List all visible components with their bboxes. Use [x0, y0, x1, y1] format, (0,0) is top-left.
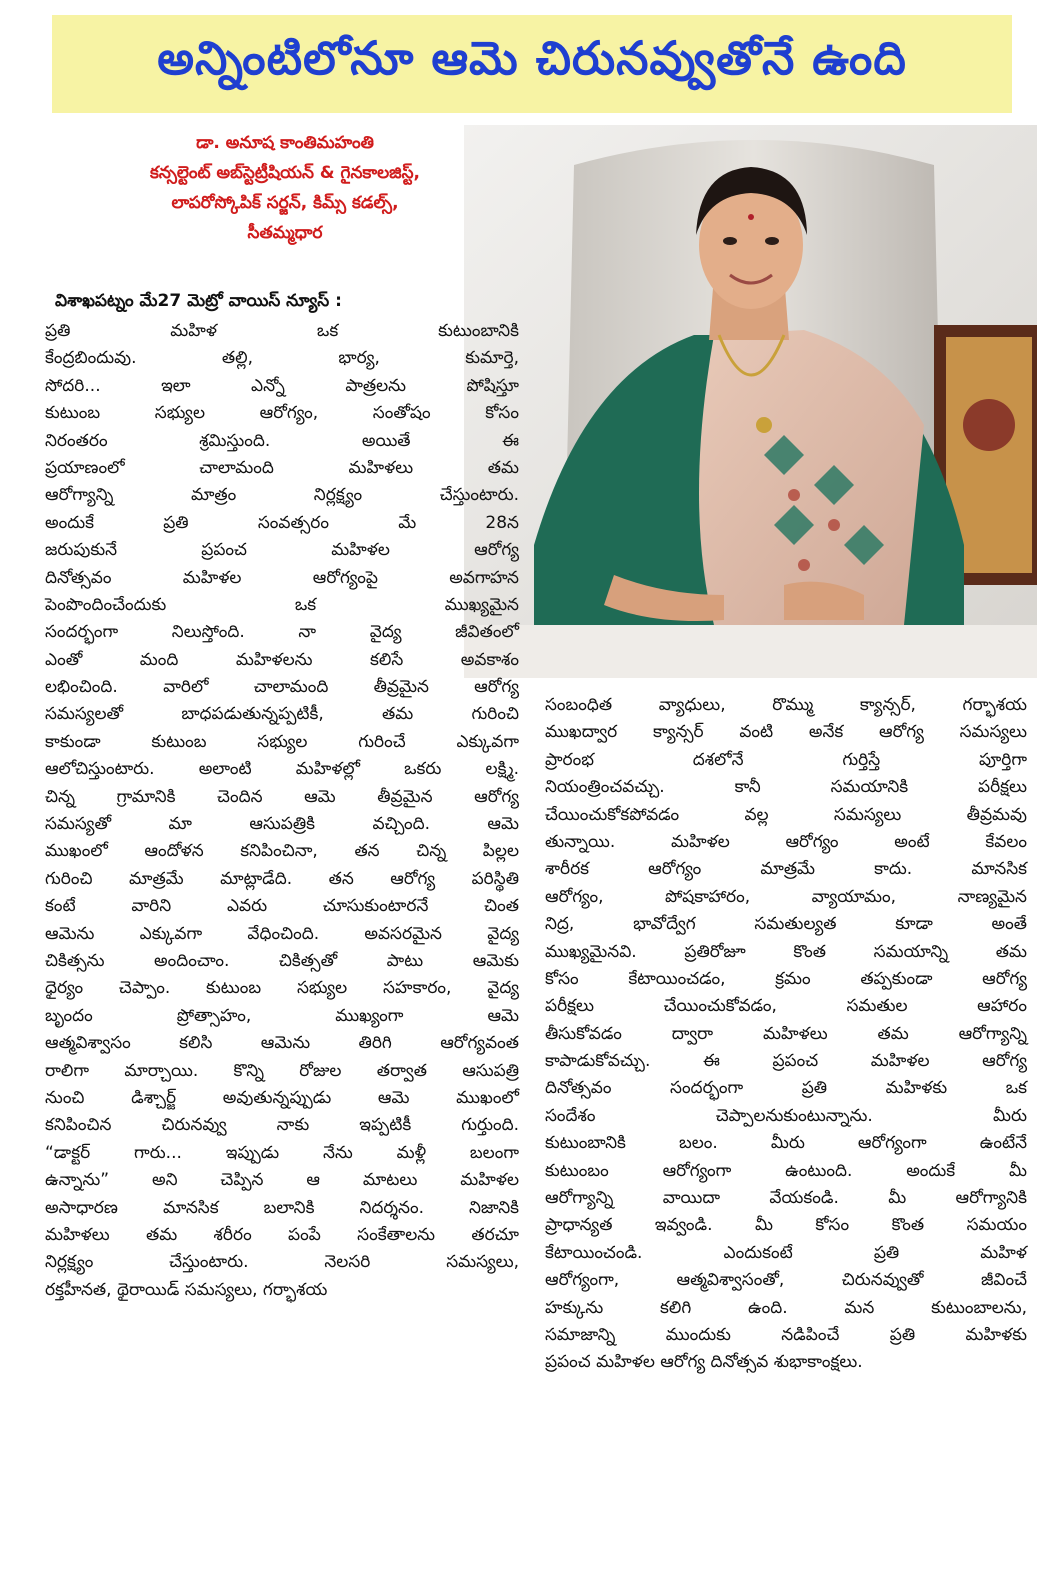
author-location: సీతమ్మధార	[247, 223, 323, 243]
article-line: రాలిగా మార్చాయి. కొన్ని రోజుల తర్వాత ఆసుపత్రి	[45, 1060, 519, 1081]
article-line: చికిత్సను అందించాం. చికిత్సతో పాటు ఆమెకు	[45, 950, 519, 971]
article-left-column	[45, 318, 519, 1304]
article-line: కాపాడుకోవచ్చు. ఈ ప్రపంచ మహిళల ఆరోగ్య	[545, 1051, 1027, 1072]
article-line: ముఖ్యమైనవి. ప్రతిరోజూ కొంత సమయాన్ని తమ	[545, 941, 1027, 962]
article-line: సందేశం చెప్పాలనుకుంటున్నాను. మీరు	[545, 1105, 1027, 1126]
article-line: సమాజాన్ని ముందుకు నడిపించే ప్రతి మహిళకు	[545, 1324, 1027, 1345]
article-line: ఆరోగ్యంగా, ఆత్మవిశ్వాసంతో, చిరునవ్వుతో జీవించే	[545, 1270, 1027, 1291]
article-line: ముఖంలో ఆందోళన కనిపించినా, తన చిన్న పిల్లల	[45, 841, 519, 862]
headline-band	[52, 15, 1012, 113]
article-line: ఆరోగ్యాన్ని మాత్రం నిర్లక్ష్యం చేస్తుంటారు.	[45, 485, 519, 506]
article-line: లభించింది. వారిలో చాలామంది తీవ్రమైన ఆరోగ్య	[45, 677, 519, 698]
article-line: ఆలోచిస్తుంటారు. అలాంటి మహిళల్లో ఒకరు లక్ష్మి.	[45, 759, 519, 780]
article-line: కోసం కేటాయించడం, క్రమం తప్పకుండా ఆరోగ్య	[545, 968, 1027, 989]
article-line: తున్నాయి. మహిళల ఆరోగ్యం అంటే కేవలం	[545, 831, 1027, 852]
article-line: కంటే వారిని ఎవరు చూసుకుంటారనే చింత	[45, 896, 519, 917]
article-line: శారీరక ఆరోగ్యం మాత్రమే కాదు. మానసిక	[545, 859, 1027, 880]
article-line: ముఖద్వార క్యాన్సర్ వంటి అనేక ఆరోగ్య సమస్యలు	[545, 722, 1027, 743]
article-line: దినోత్సవం మహిళల ఆరోగ్యంపై అవగాహన	[45, 567, 519, 588]
article-line: నిర్లక్ష్యం చేస్తుంటారు. నెలసరి సమస్యలు,	[45, 1252, 519, 1273]
article-line: సోదరి... ఇలా ఎన్నో పాత్రలను పోషిస్తూ	[45, 375, 519, 396]
article-line: కనిపించిన చిరునవ్వు నాకు ఇప్పటికీ గుర్తుంది.	[45, 1115, 519, 1136]
article-line: మహిళలు తమ శరీరం పంపే సంకేతాలను తరచూ	[45, 1224, 519, 1245]
article-line: నియంత్రించవచ్చు. కానీ సమయానికి పరీక్షలు	[545, 777, 1027, 798]
article-line: నిద్ర, భావోద్వేగ సమతుల్యత కూడా అంతే	[545, 914, 1027, 935]
article-line: కుటుంబ సభ్యుల ఆరోగ్యం, సంతోషం కోసం	[45, 403, 519, 424]
author-title: కన్సల్టెంట్ అబ్‌స్టెట్రీషియన్ & గైనకాలజిస్ట్,	[149, 163, 421, 183]
article-line: “డాక్టర్ గారు... ఇప్పుడు నేను మళ్లీ బలంగా	[45, 1142, 519, 1163]
article-line: ధైర్యం చెప్పాం. కుటుంబ సభ్యుల సహకారం, వైద్య	[45, 978, 519, 999]
article-line: ఎంతో మంది మహిళలను కలిసే అవకాశం	[45, 649, 519, 670]
article-line: ఆమెను ఎక్కువగా వేధించింది. అవసరమైన వైద్య	[45, 923, 519, 944]
article-line: హక్కును కలిగి ఉంది. మన కుటుంబాలను,	[545, 1297, 1027, 1318]
article-line: నిరంతరం శ్రమిస్తుంది. అయితే ఈ	[45, 430, 519, 451]
article-line: కేంద్రబిందువు. తల్లి, భార్య, కుమార్తె,	[45, 348, 519, 369]
article-line: దినోత్సవం సందర్భంగా ప్రతి మహిళకు ఒక	[545, 1078, 1027, 1099]
article-line: కుటుంబానికి బలం. మీరు ఆరోగ్యంగా ఉంటేనే	[545, 1133, 1027, 1154]
doctor-portrait-photo	[464, 125, 1037, 678]
article-line: నుంచి డిశ్చార్జ్ అవుతున్నప్పుడు ఆమె ముఖంలో	[45, 1087, 519, 1108]
article-line: ప్రపంచ మహిళల ఆరోగ్య దినోత్సవ శుభాకాంక్షలు.	[545, 1352, 863, 1373]
article-line: ఆరోగ్యం, పోషకాహారం, వ్యాయామం, నాణ్యమైన	[545, 886, 1027, 907]
article-line: రక్తహీనత, థైరాయిడ్ సమస్యలు, గర్భాశయ	[45, 1279, 328, 1300]
dateline: విశాఖపట్నం మే27 మెట్రో వాయిస్ న్యూస్ :	[55, 291, 342, 311]
article-line: సమస్యలతో బాధపడుతున్నప్పటికీ, తమ గురించి	[45, 704, 519, 725]
article-line: ప్రతి మహిళ ఒక కుటుంబానికి	[45, 321, 519, 341]
article-line: కేటాయించండి. ఎందుకంటే ప్రతి మహిళ	[545, 1242, 1027, 1263]
article-line: కుటుంబం ఆరోగ్యంగా ఉంటుంది. అందుకే మీ	[545, 1160, 1027, 1181]
article-line: గురించి మాత్రమే మాట్లాడేది. తన ఆరోగ్య పరిస్థితి	[45, 868, 519, 889]
article-line: ఆత్మవిశ్వాసం కలిసి ఆమెను తిరిగి ఆరోగ్యవంత	[45, 1033, 519, 1054]
article-line: ప్రయాణంలో చాలామంది మహిళలు తమ	[45, 457, 519, 478]
article-line: బృందం ప్రోత్సాహం, ముఖ్యంగా ఆమె	[45, 1005, 519, 1026]
article-line: చిన్న గ్రామానికి చెందిన ఆమె తీవ్రమైన ఆరోగ్య	[45, 786, 519, 807]
article-line: ఉన్నాను” అని చెప్పిన ఆ మాటలు మహిళల	[45, 1170, 519, 1191]
article-line: జరుపుకునే ప్రపంచ మహిళల ఆరోగ్య	[45, 540, 519, 561]
article-line: సంబంధిత వ్యాధులు, రొమ్ము క్యాన్సర్, గర్భాశయ	[545, 695, 1027, 715]
author-name: డా. అనూష కాంతిమహంతి	[196, 133, 374, 153]
article-line: అసాధారణ మానసిక బలానికి నిదర్శనం. నిజానికి	[45, 1197, 519, 1218]
article-line: ప్రాధాన్యత ఇవ్వండి. మీ కోసం కొంత సమయం	[545, 1215, 1027, 1236]
article-line: ప్రారంభ దశలోనే గుర్తిస్తే పూర్తిగా	[545, 749, 1027, 770]
article-line: ఆరోగ్యాన్ని వాయిదా వేయకండి. మీ ఆరోగ్యానికి	[545, 1188, 1027, 1209]
article-line: అందుకే ప్రతి సంవత్సరం మే 28న	[45, 512, 519, 533]
article-line: పరీక్షలు చేయించుకోవడం, సమతుల ఆహారం	[545, 996, 1027, 1017]
article-line: కాకుండా కుటుంబ సభ్యుల గురించే ఎక్కువగా	[45, 731, 519, 752]
article-line: సందర్భంగా నిలుస్తోంది. నా వైద్య జీవితంలో	[45, 622, 519, 643]
article-line: పెంపొందించేందుకు ఒక ముఖ్యమైన	[45, 594, 519, 615]
article-line: సమస్యతో మా ఆసుపత్రికి వచ్చింది. ఆమె	[45, 814, 519, 835]
article-line: చేయించుకోకపోవడం వల్ల సమస్యలు తీవ్రమవు	[545, 804, 1027, 825]
article-line: తీసుకోవడం ద్వారా మహిళలు తమ ఆరోగ్యాన్ని	[545, 1023, 1027, 1044]
byline	[120, 128, 450, 248]
article-right-column	[545, 692, 1027, 1377]
author-specialty: లాపరోస్కోపిక్ సర్జన్, కిమ్స్ కడల్స్,	[171, 193, 399, 213]
headline: అన్నింటిలోనూ ఆమె చిరునవ్వుతోనే ఉంది	[157, 31, 907, 85]
